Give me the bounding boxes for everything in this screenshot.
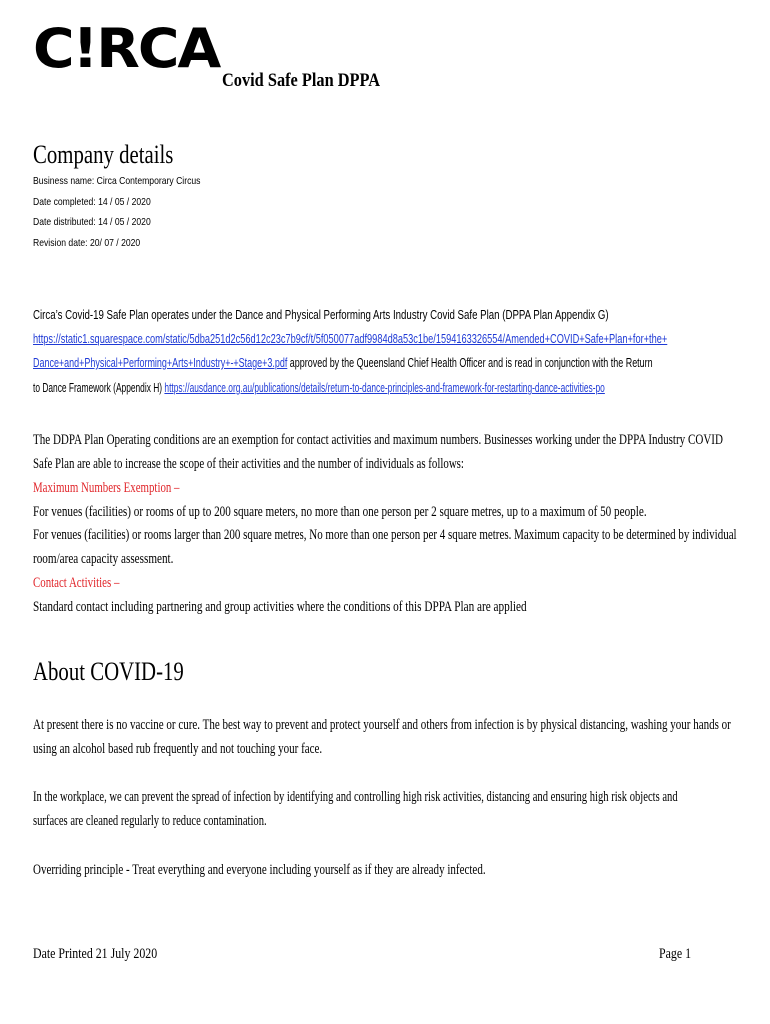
plan-intro: Circa’s Covid-19 Safe Plan operates under the Dance and Physical Performing Arts Industry Covid Safe Plan (DPPA Plan Appendix G) xyxy=(33,307,609,322)
page-number: Page 1 xyxy=(659,946,692,962)
covid-p1-line2: using an alcohol based rub frequently and not touching your face. xyxy=(33,741,323,757)
max-numbers-line2: For venues (facilities) or rooms larger than 200 square metres, No more than one person per 4 square metres. Maximum capacity to be determined by individual xyxy=(33,527,737,543)
plan-line3 xyxy=(33,356,653,369)
max-numbers-heading: Maximum Numbers Exemption – xyxy=(33,480,180,496)
covid-p2-line2: surfaces are cleaned regularly to reduce contamination. xyxy=(33,813,267,829)
date-completed: Date completed: 14 / 05 / 2020 xyxy=(33,196,151,208)
covid-p1-line1: At present there is no vaccine or cure. The best way to prevent and protect yourself and others from infection is by physical distancing, washing your hands or xyxy=(33,717,731,733)
conditions-line1: The DDPA Plan Operating conditions are an exemption for contact activities and maximum numbers. Businesses working under the DPPA Industry COVID xyxy=(33,432,723,448)
about-covid-heading: About COVID-19 xyxy=(33,657,184,686)
company-details-heading: Company details xyxy=(33,140,174,169)
max-numbers-line1: For venues (facilities) or rooms of up to 200 square meters, no more than one person per 2 square metres, up to a maximum of 50 people. xyxy=(33,504,647,520)
revision-date: Revision date: 20/ 07 / 2020 xyxy=(33,237,141,249)
plan-approval-text: approved by the Queensland Chief Health Officer and is read in conjunction with the Return xyxy=(287,355,653,370)
document-title: Covid Safe Plan DPPA xyxy=(222,70,381,91)
max-numbers-line3: room/area capacity assessment. xyxy=(33,551,174,567)
date-distributed: Date distributed: 14 / 05 / 2020 xyxy=(33,216,151,228)
date-printed: Date Printed 21 July 2020 xyxy=(33,946,158,962)
dppa-plan-link-line1[interactable]: https://static1.squarespace.com/static/5dba251d2c56d12c23c7b9cf/t/5f050077adf9984d8a53c1be/1594163326554/Amended+COVID+Safe+Plan+for+the+ xyxy=(33,331,668,346)
business-name: Business name: Circa Contemporary Circus xyxy=(33,175,201,187)
overriding-principle: Overriding principle - Treat everything and everyone including yourself as if they are already infected. xyxy=(33,862,486,878)
plan-line4 xyxy=(33,381,605,394)
covid-p2-line1: In the workplace, we can prevent the spread of infection by identifying and controlling high risk activities, distancing and ensuring high risk objects and xyxy=(33,789,678,805)
circa-logo: C!RCA xyxy=(33,17,220,80)
contact-activities-line: Standard contact including partnering and group activities where the conditions of this DPPA Plan are applied xyxy=(33,599,527,615)
return-to-dance-text: to Dance Framework (Appendix H) xyxy=(33,380,165,395)
dppa-plan-link-line2[interactable]: Dance+and+Physical+Performing+Arts+Industry+-+Stage+3.pdf xyxy=(33,355,288,370)
contact-activities-heading: Contact Activities – xyxy=(33,575,120,591)
ausdance-link[interactable]: https://ausdance.org.au/publications/details/return-to-dance-principles-and-framework-for-restarting-dance-activities-po xyxy=(164,380,605,395)
conditions-line2: Safe Plan are able to increase the scope of their activities and the number of individuals as follows: xyxy=(33,456,464,472)
